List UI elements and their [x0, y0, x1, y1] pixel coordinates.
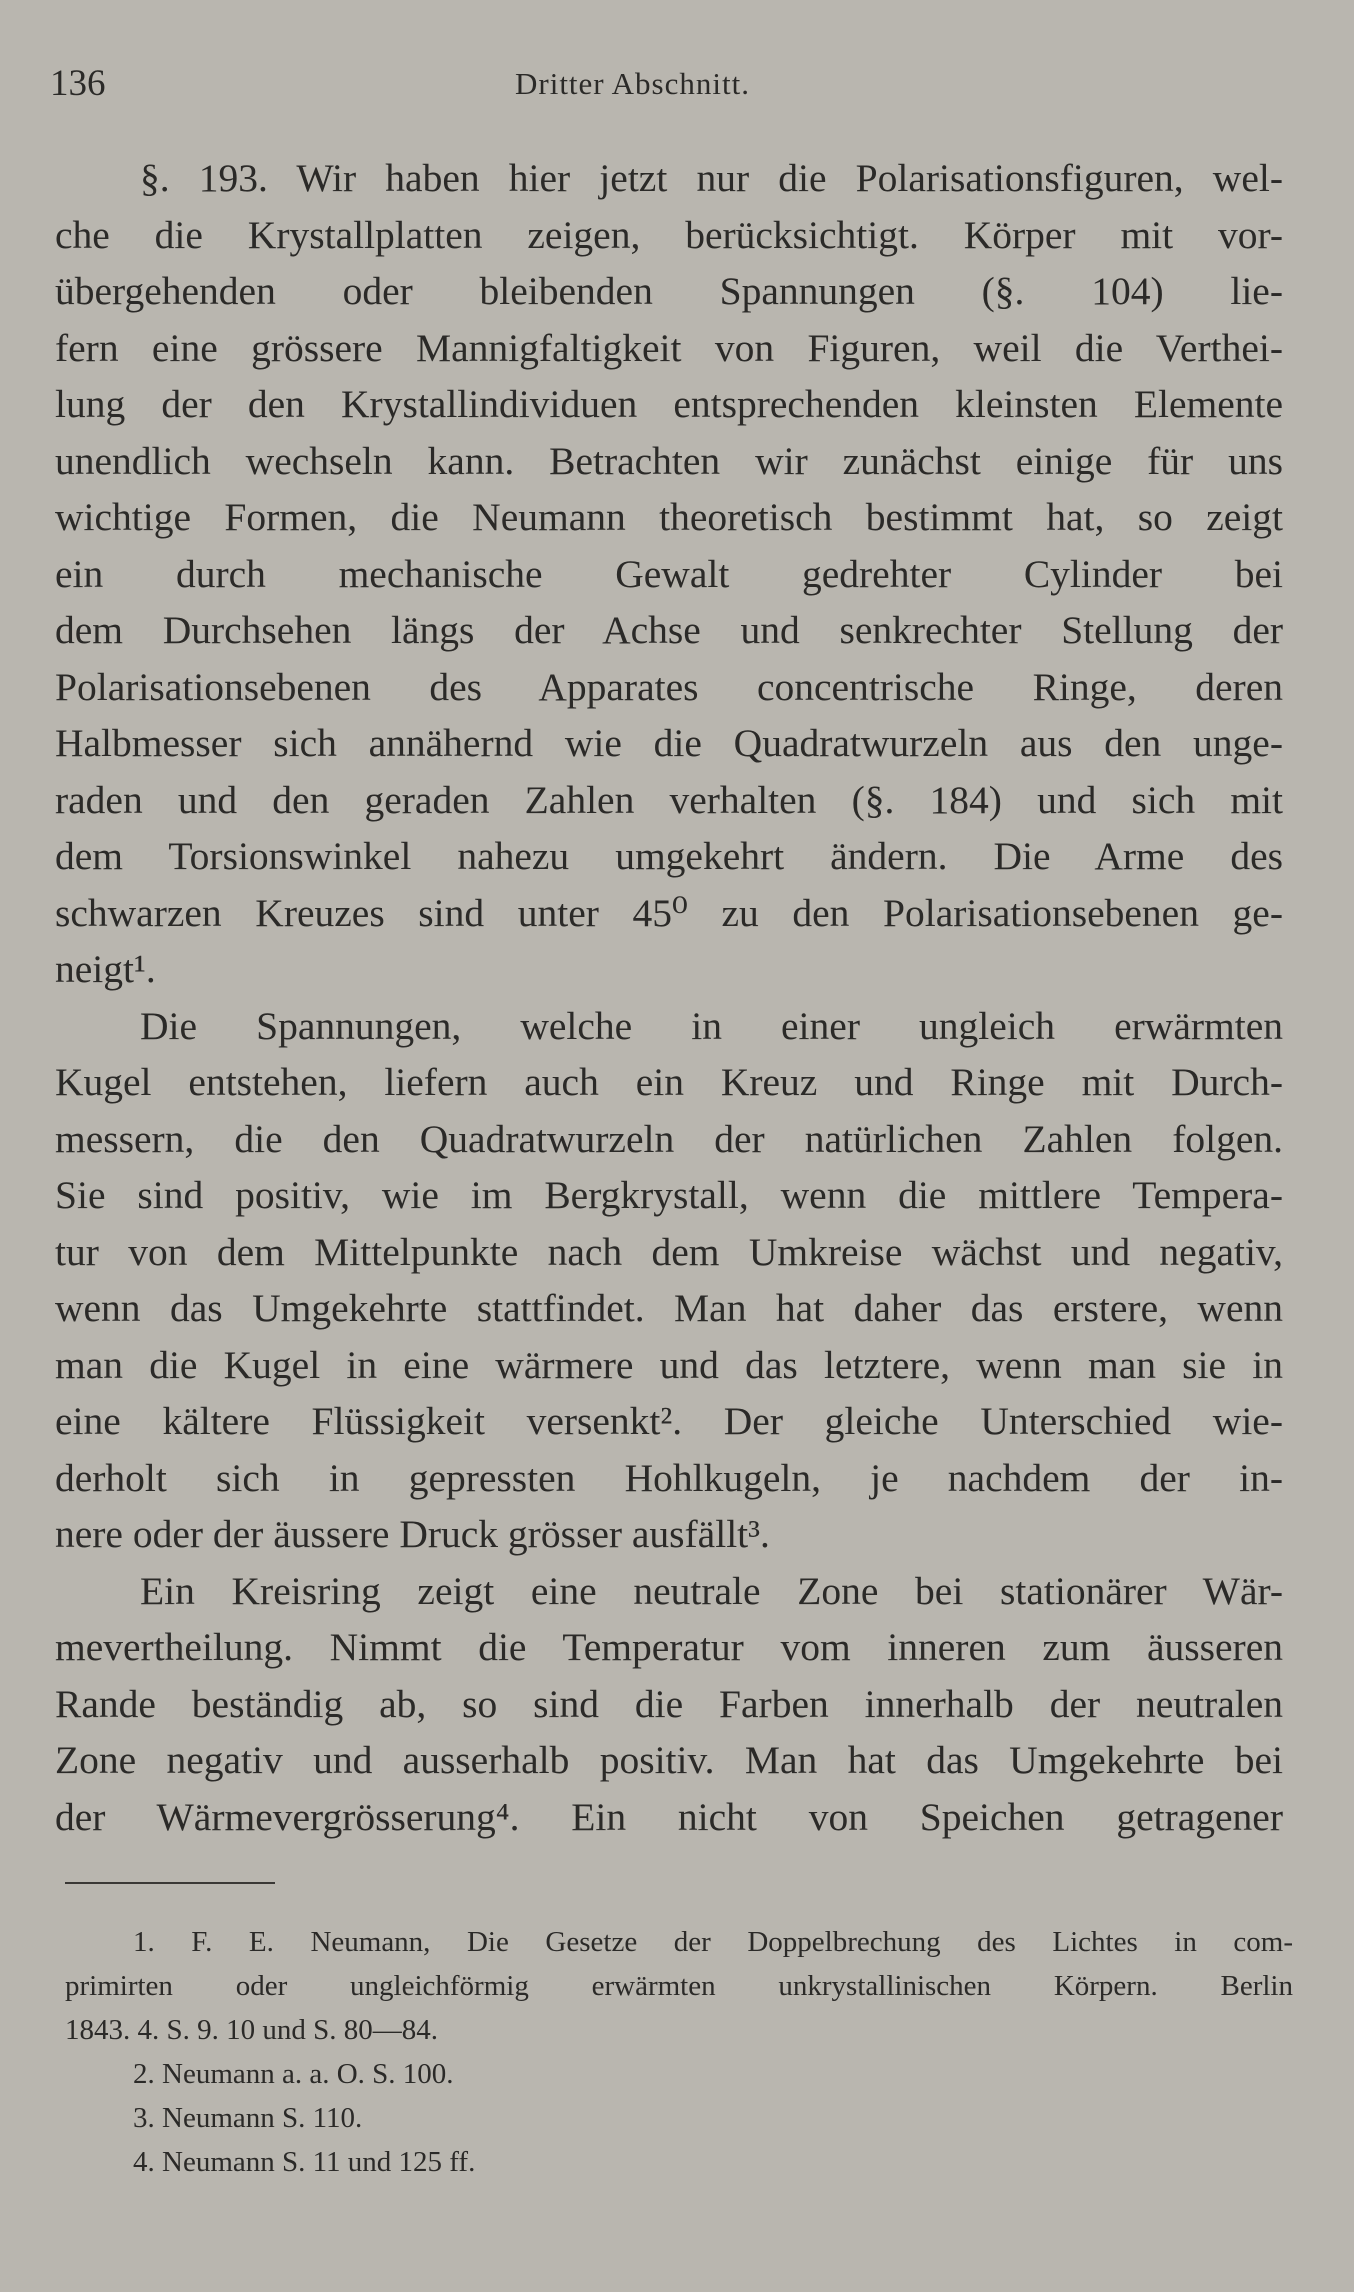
text-line: §. 193. Wir haben hier jetzt nur die Polarisationsfiguren, wel- [140, 156, 1283, 200]
paragraph-2 [55, 998, 1283, 1563]
text-line: unendlich wechseln kann. Betrachten wir zunächst einige für uns [55, 438, 1283, 483]
text-line: Polarisationsebenen des Apparates concentrische Ringe, deren [55, 664, 1283, 709]
footnote-2: 2. Neumann a. a. O. S. 100. [133, 2058, 454, 2090]
page-header [50, 62, 1284, 112]
text-line: nere oder der äussere Druck grösser ausfällt³. [55, 1512, 770, 1556]
footnote-line: primirten oder ungleichförmig erwärmten unkrystallinischen Körpern. Berlin [65, 1970, 1293, 2002]
running-head: Dritter Abschnitt. [515, 66, 750, 101]
text-line: Rande beständig ab, so sind die Farben innerhalb der neutralen [55, 1681, 1283, 1726]
text-line: eine kältere Flüssigkeit versenkt². Der gleiche Unterschied wie- [55, 1399, 1283, 1443]
text-line: Die Spannungen, welche in einer ungleich erwärmten [140, 1003, 1283, 1048]
footnote-1 [65, 1920, 1293, 2052]
text-line: Kugel entstehen, liefern auch ein Kreuz und Ringe mit Durch- [55, 1060, 1283, 1104]
footnote-separator [65, 1882, 275, 1884]
text-line: tur von dem Mittelpunkte nach dem Umkreise wächst und negativ, [55, 1229, 1283, 1274]
text-line: man die Kugel in eine wärmere und das letztere, wenn man sie in [55, 1342, 1283, 1387]
text-line: messern, die den Quadratwurzeln der natürlichen Zahlen folgen. [55, 1116, 1283, 1161]
text-line: raden und den geraden Zahlen verhalten (§. 184) und sich mit [55, 777, 1283, 822]
text-line: schwarzen Kreuzes sind unter 45⁰ zu den Polarisationsebenen ge- [55, 890, 1283, 935]
text-line: mevertheilung. Nimmt die Temperatur vom inneren zum äusseren [55, 1625, 1283, 1669]
text-line: ein durch mechanische Gewalt gedrehter Cylinder bei [55, 551, 1283, 596]
footnote-3: 3. Neumann S. 110. [133, 2102, 363, 2134]
text-line: Zone negativ und ausserhalb positiv. Man hat das Umgekehrte bei [55, 1738, 1283, 1782]
paragraph-3 [55, 1563, 1283, 1846]
footnotes [65, 1920, 1293, 2184]
text-line: derholt sich in gepressten Hohlkugeln, je nachdem der in- [55, 1455, 1283, 1500]
text-line: Sie sind positiv, wie im Bergkrystall, wenn die mittlere Tempera- [55, 1173, 1283, 1217]
text-line: übergehenden oder bleibenden Spannungen (§. 104) lie- [55, 269, 1283, 313]
text-line: der Wärmevergrösserung⁴. Ein nicht von Speichen getragener [55, 1794, 1283, 1839]
text-line: dem Durchsehen längs der Achse und senkrechter Stellung der [55, 608, 1283, 652]
page-number: 136 [50, 63, 106, 104]
text-line: wichtige Formen, die Neumann theoretisch bestimmt hat, so zeigt [55, 495, 1283, 539]
footnote-4: 4. Neumann S. 11 und 125 ff. [133, 2146, 476, 2178]
text-line: che die Krystallplatten zeigen, berücksichtigt. Körper mit vor- [55, 212, 1283, 257]
footnote-line: 1843. 4. S. 9. 10 und S. 80—84. [65, 2014, 439, 2046]
text-line: dem Torsionswinkel nahezu umgekehrt ändern. Die Arme des [55, 834, 1283, 878]
text-line: wenn das Umgekehrte stattfindet. Man hat daher das erstere, wenn [55, 1286, 1283, 1330]
main-text [55, 150, 1283, 1845]
text-line: Ein Kreisring zeigt eine neutrale Zone bei stationärer Wär- [140, 1568, 1283, 1613]
paragraph-1 [55, 150, 1283, 998]
footnote-line: 1. F. E. Neumann, Die Gesetze der Doppelbrechung des Lichtes in com- [133, 1926, 1293, 1958]
text-line: Halbmesser sich annähernd wie die Quadratwurzeln aus den unge- [55, 721, 1283, 765]
text-line: lung der den Krystallindividuen entsprechenden kleinsten Elemente [55, 382, 1283, 426]
text-line: neigt¹. [55, 947, 156, 991]
text-line: fern eine grössere Mannigfaltigkeit von Figuren, weil die Verthei- [55, 325, 1283, 370]
